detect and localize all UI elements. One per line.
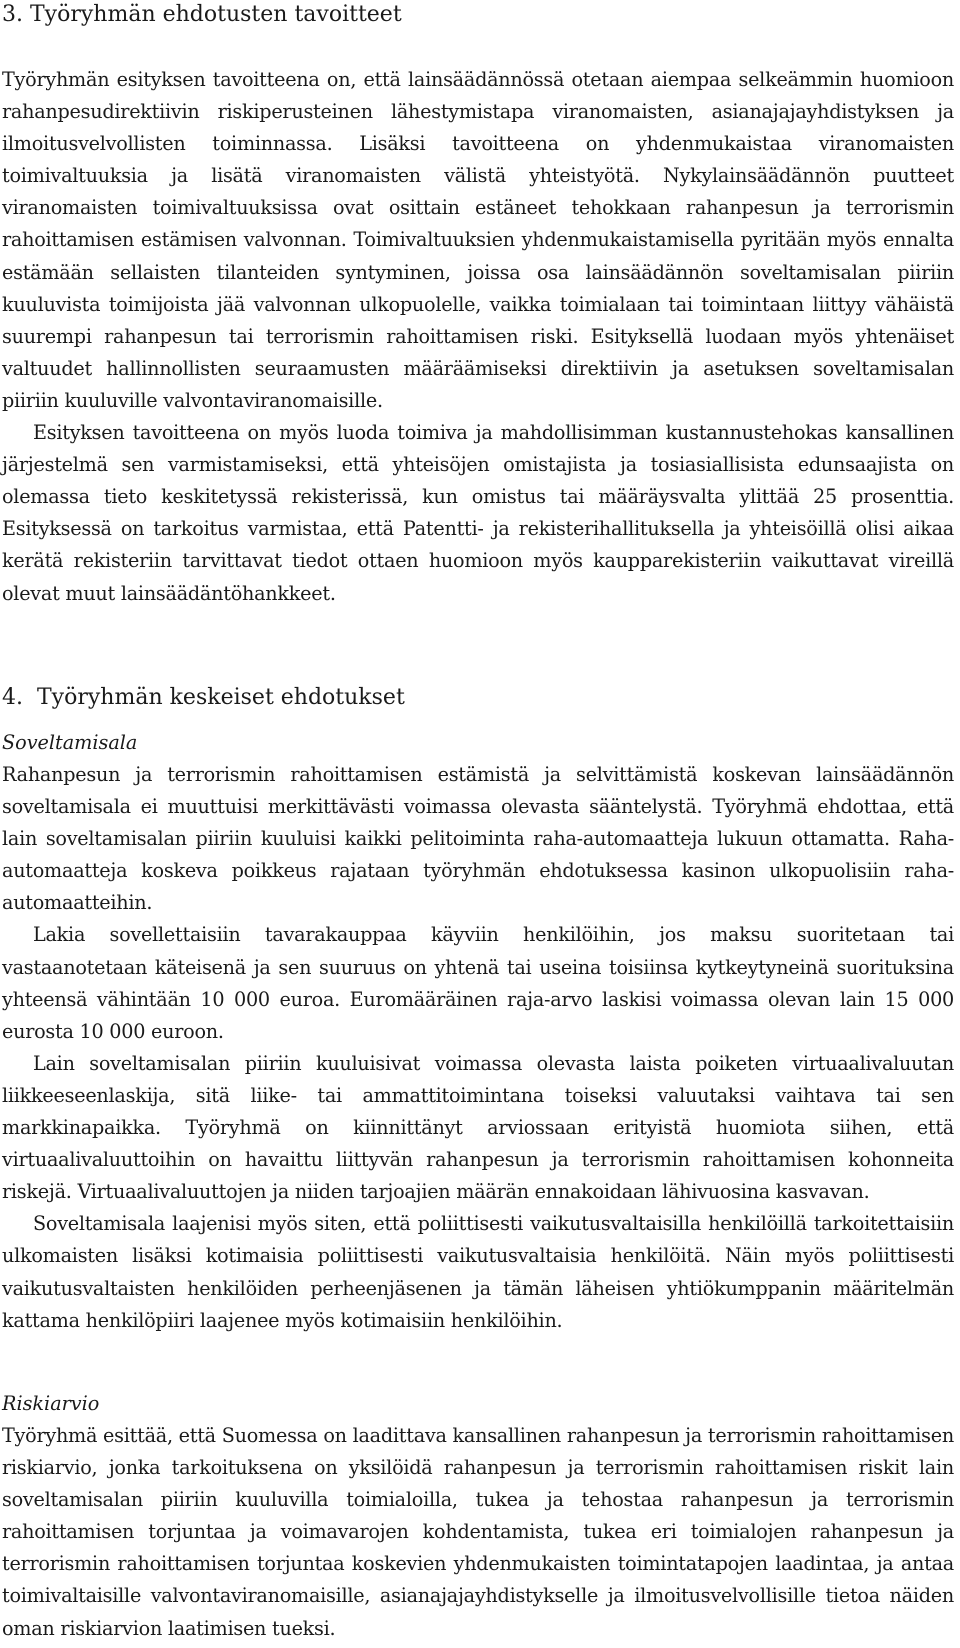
paragraph: Esityksen tavoitteena on myös luoda toimiva ja mahdollisimman kustannustehokas kansallinen järjestelmä sen varmistamiseksi, että yhteisöjen omistajista ja tosiasiallisista edunsaajista on olemassa tieto keskitetyssä rekisterissä, kun omistus tai määräysvalta ylittää 25 prosenttia. Esityksessä on tarkoitus varmistaa, että Patentti- ja rekisterihallituksella ja yhteisöillä olisi aikaa kerätä rekisteriin tarvittavat tiedot ottaen huomioon myös kaupparekisteriin vaikuttavat vireillä olevat muut lainsäädäntöhankkeet. (2, 421, 954, 605)
section-title: Työryhmän keskeiset ehdotukset (37, 685, 405, 710)
subheading-soveltamisala: Soveltamisala (2, 731, 138, 754)
paragraph: Soveltamisala laajenisi myös siten, että poliittisesti vaikutusvaltaisilla henkilöillä tarkoitettaisiin ulkomaisten lisäksi kotimaisia poliittisesti vaikutusvaltaisia henkilöitä. Näin myös poliittisesti vaikutusvaltaisten henkilöiden perheenjäsenen ja tämän läheisen yhtiökumppanin määritelmän kattama henkilöpiiri laajenee myös kotimaisiin henkilöihin. (2, 1212, 954, 1332)
section-heading-3 (2, 0, 402, 30)
riskiarvio-section (2, 1388, 954, 1645)
paragraph: Lakia sovellettaisiin tavarakauppaa käyviin henkilöihin, jos maksu suoritetaan tai vastaanotetaan käteisenä ja sen suuruus on yhtenä tai useina toisiinsa kytkeytyneinä suorituksina yhteensä vähintään 10 000 euroa. Euromääräinen raja-arvo laskisi voimassa olevan lain 15 000 eurosta 10 000 euroon. (2, 923, 954, 1043)
soveltamisala-section (2, 727, 954, 1337)
section-heading-4 (2, 683, 405, 713)
section-3-body (2, 64, 954, 610)
subheading-riskiarvio: Riskiarvio (2, 1392, 100, 1415)
section-number: 3. (2, 2, 23, 27)
section-title: Työryhmän ehdotusten tavoitteet (30, 2, 402, 27)
paragraph: Työryhmän esityksen tavoitteena on, että lainsäädännössä otetaan aiempaa selkeämmin huomioon rahanpesudirektiivin riskiperusteinen lähestymistapa viranomaisten, asianajajayhdistyksen ja ilmoitusvelvollisten toiminnassa. Lisäksi tavoitteena on yhdenmukaistaa viranomaisten toimivaltuuksia ja lisätä viranomaisten välistä yhteistyötä. Nykylainsäädännön puutteet viranomaisten toimivaltuuksissa ovat osittain estäneet tehokkaan rahanpesun ja terrorismin rahoittamisen estämisen valvonnan. Toimivaltuuksien yhdenmukaistamisella pyritään myös ennalta estämään sellaisten tilanteiden syntyminen, joissa osa lainsäädännön soveltamisalan piiriin kuuluvista toimijoista jää valvonnan ulkopuolelle, vaikka toimialaan tai toimintaan liittyy vähäistä suurempi rahanpesun tai terrorismin rahoittamisen riski. Esityksellä luodaan myös yhtenäiset valtuudet hallinnollisten seuraamusten määräämiseksi direktiivin ja asetuksen soveltamisalan piiriin kuuluville valvontaviranomaisille. (2, 68, 954, 412)
paragraph: Rahanpesun ja terrorismin rahoittamisen estämistä ja selvittämistä koskevan lainsäädännön soveltamisala ei muuttuisi merkittävästi voimassa olevasta sääntelystä. Työryhmä ehdottaa, että lain soveltamisalan piiriin kuuluisi kaikki pelitoiminta raha-automaatteja lukuun ottamatta. Raha-automaatteja koskeva poikkeus rajataan työryhmän ehdotuksessa kasinon ulkopuolisiin raha-automaatteihin. (2, 763, 954, 915)
section-number: 4. (2, 685, 23, 710)
paragraph: Lain soveltamisalan piiriin kuuluisivat voimassa olevasta laista poiketen virtuaalivaluutan liikkeeseenlaskija, sitä liike- tai ammattitoimintana toiseksi valuutaksi vaihtava tai sen markkinapaikka. Työryhmä on kiinnittänyt arviossaan erityistä huomiota siihen, että virtuaalivaluuttoihin on havaittu liittyvän rahanpesun ja terrorismin rahoittamisen kohonneita riskejä. Virtuaalivaluuttojen ja niiden tarjoajien määrän ennakoidaan lähivuosina kasvavan. (2, 1051, 954, 1204)
paragraph: Työryhmä esittää, että Suomessa on laadittava kansallinen rahanpesun ja terrorismin rahoittamisen riskiarvio, jonka tarkoituksena on yksilöidä rahanpesun ja terrorismin rahoittamisen riskit lain soveltamisalan piiriin kuuluvilla toimialoilla, tukea ja tehostaa rahanpesun ja terrorismin rahoittamisen torjuntaa ja voimavarojen kohdentamista, tukea eri toimialojen rahanpesun ja terrorismin rahoittamisen torjuntaa koskevien yhdenmukaisten toimintatapojen laadintaa, ja antaa toimivaltaisille valvontaviranomaisille, asianajajayhdistykselle ja ilmoitusvelvollisille tietoa näiden oman riskiarvion laatimisen tueksi. (2, 1424, 954, 1640)
